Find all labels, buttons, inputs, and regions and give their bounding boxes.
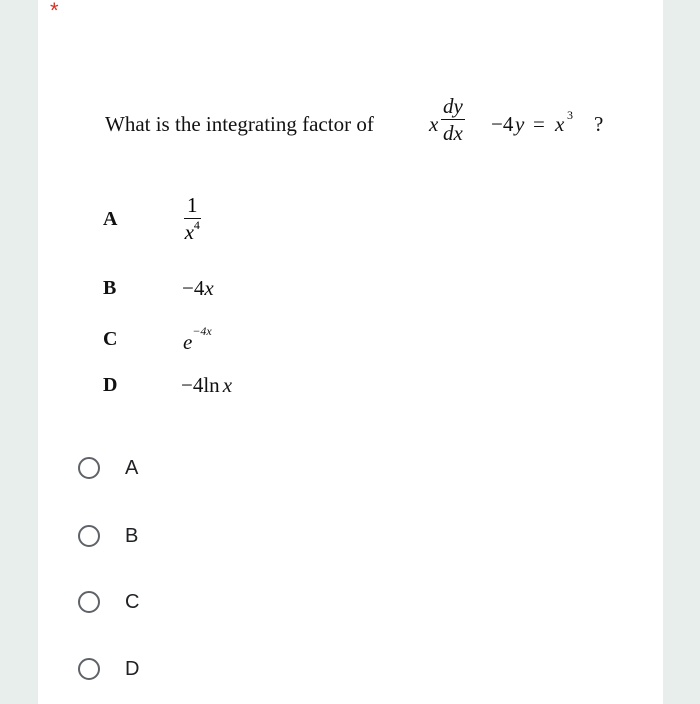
radio-option-a[interactable] bbox=[78, 453, 378, 483]
choice-a-letter: A bbox=[103, 208, 118, 230]
choice-d-math bbox=[181, 373, 232, 398]
radio-label-c[interactable]: C bbox=[125, 590, 140, 613]
choice-a-denominator bbox=[184, 219, 201, 248]
question-y: y bbox=[515, 112, 525, 136]
choice-d-var: x bbox=[222, 373, 233, 397]
choice-b-letter: B bbox=[103, 277, 117, 299]
required-marker: * bbox=[50, 0, 59, 23]
question-fraction bbox=[441, 93, 465, 146]
radio-option-b[interactable] bbox=[78, 521, 378, 551]
choice-c-exp: −4x bbox=[192, 324, 212, 338]
radio-label-d[interactable]: D bbox=[125, 657, 140, 680]
question-equals: = bbox=[533, 112, 545, 136]
choice-d-ln: ln bbox=[203, 373, 220, 397]
fraction-numerator: dy bbox=[443, 94, 463, 118]
question-prefix: What is the integrating factor of bbox=[105, 112, 374, 136]
radio-circle-a[interactable] bbox=[78, 457, 100, 479]
question-mark: ? bbox=[594, 112, 604, 136]
choice-a-den-base: x bbox=[184, 220, 194, 244]
choice-b-math bbox=[182, 276, 214, 301]
question-text bbox=[105, 94, 645, 158]
choice-a-den-exp: 4 bbox=[193, 218, 200, 232]
choice-d-coef: −4 bbox=[181, 373, 204, 397]
question-x: x bbox=[555, 112, 565, 136]
question-coef: x bbox=[429, 112, 439, 136]
question-exponent: 3 bbox=[567, 108, 573, 122]
choice-a-fraction bbox=[184, 192, 201, 248]
radio-circle-b[interactable] bbox=[78, 525, 100, 547]
radio-option-c[interactable] bbox=[78, 587, 378, 617]
choice-d-letter: D bbox=[103, 374, 118, 396]
radio-circle-d[interactable] bbox=[78, 658, 100, 680]
choice-c-base: e bbox=[183, 330, 193, 354]
choice-b-var: x bbox=[204, 276, 214, 300]
radio-label-a[interactable]: A bbox=[125, 456, 139, 479]
radio-label-b[interactable]: B bbox=[125, 524, 139, 547]
radio-option-d[interactable] bbox=[78, 654, 378, 684]
question-minus-four: −4 bbox=[491, 112, 514, 136]
choice-a-numerator: 1 bbox=[184, 192, 201, 219]
choice-b-coef: −4 bbox=[182, 276, 205, 300]
choice-c-letter: C bbox=[103, 328, 118, 350]
choice-c-math bbox=[183, 324, 212, 355]
radio-circle-c[interactable] bbox=[78, 591, 100, 613]
fraction-denominator: dx bbox=[443, 121, 463, 145]
